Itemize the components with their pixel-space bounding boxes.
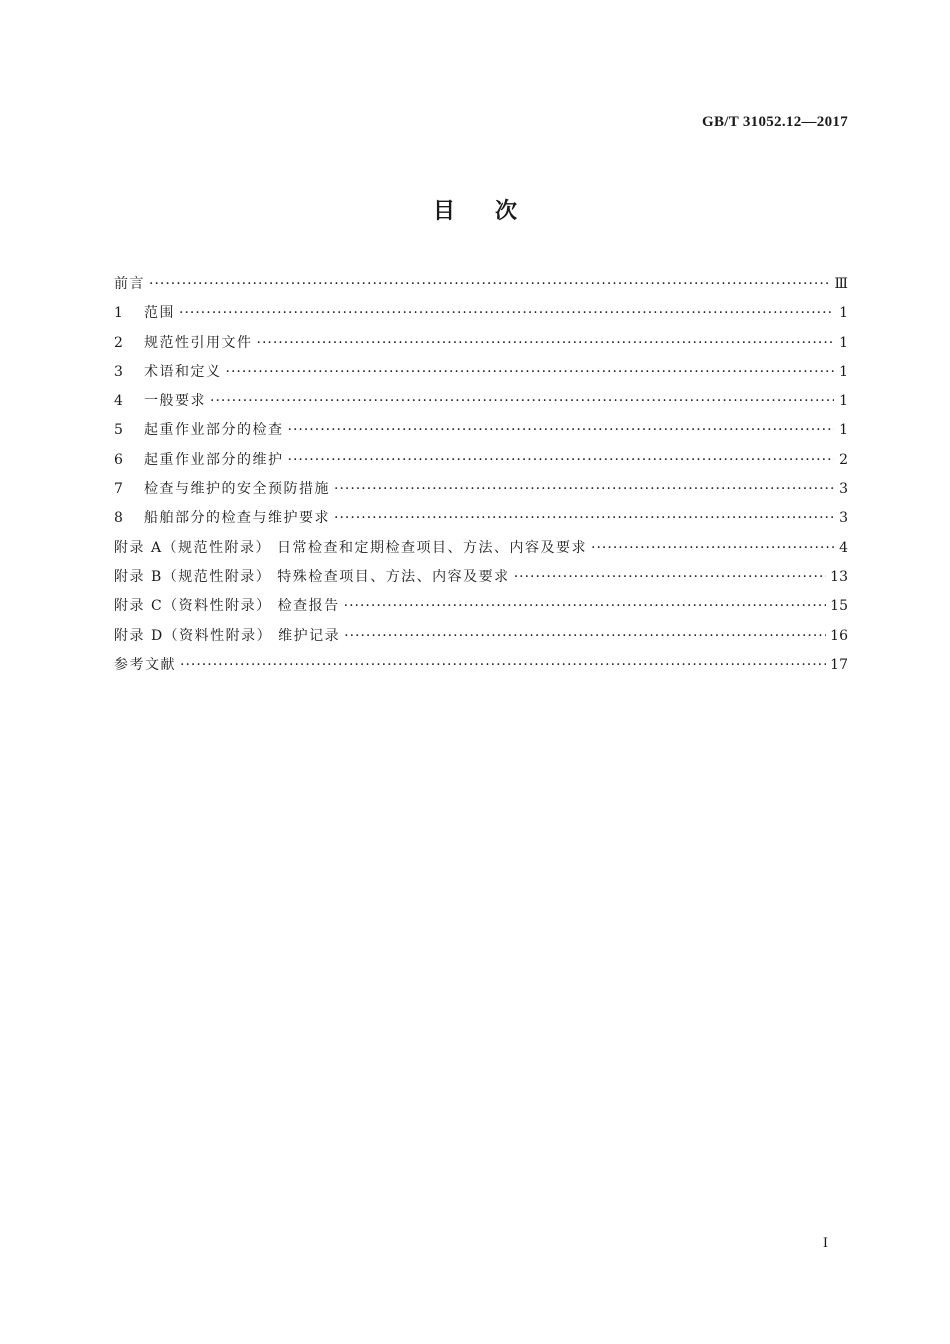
toc-dot-leader	[179, 299, 834, 328]
toc-entry-page: 15	[830, 598, 848, 615]
toc-entry-number: 5	[114, 422, 123, 439]
toc-dot-leader	[180, 651, 826, 680]
toc-entry-label: 附录 A（规范性附录） 日常检查和定期检查项目、方法、内容及要求	[114, 539, 588, 556]
toc-entry-number: 7	[114, 481, 123, 498]
toc-entry-page: 1	[839, 334, 848, 351]
toc-entry-label: 附录 D（资料性附录） 维护记录	[114, 627, 341, 644]
standard-number: GB/T 31052.12—2017	[702, 114, 848, 130]
toc-entry-label: 船舶部分的检查与维护要求	[144, 510, 330, 527]
page-title: 目次	[432, 199, 557, 224]
toc-entry-label: 附录 B（规范性附录） 特殊检查项目、方法、内容及要求	[114, 568, 510, 585]
toc-dot-leader	[514, 563, 826, 592]
toc-entry-page: 1	[839, 422, 848, 439]
toc-entry-appendix-d[interactable]	[114, 622, 848, 651]
toc-entry-page: 1	[839, 393, 848, 410]
toc-dot-leader	[334, 475, 834, 504]
toc-entry-appendix-a[interactable]	[114, 534, 848, 563]
toc-entry-number: 3	[114, 363, 123, 380]
toc-dot-leader	[344, 622, 826, 651]
toc-entry-2[interactable]	[114, 329, 848, 358]
toc-entry-page: 3	[839, 481, 848, 498]
toc-entry-6[interactable]	[114, 446, 848, 475]
toc-entry-page: 17	[830, 656, 848, 673]
toc-entry-page: 16	[830, 627, 848, 644]
toc-entry-bibliography[interactable]	[114, 651, 848, 680]
toc-entry-foreword[interactable]	[114, 270, 848, 299]
toc-entry-8[interactable]	[114, 504, 848, 533]
toc-dot-leader	[210, 387, 834, 416]
toc-entry-label: 规范性引用文件	[144, 334, 253, 351]
toc-entry-1[interactable]	[114, 299, 848, 328]
toc-entry-label: 检查与维护的安全预防措施	[144, 481, 330, 498]
toc-entry-page: 4	[839, 539, 848, 556]
page-number: I	[822, 1236, 828, 1251]
toc-entry-number: 8	[114, 510, 123, 527]
table-of-contents	[114, 270, 848, 680]
toc-entry-page: 3	[839, 510, 848, 527]
toc-dot-leader	[257, 329, 835, 358]
toc-entry-label: 起重作业部分的维护	[144, 451, 284, 468]
toc-entry-label: 一般要求	[144, 393, 206, 410]
toc-entry-number: 1	[114, 305, 123, 322]
toc-dot-leader	[334, 504, 834, 533]
toc-entry-number: 4	[114, 393, 123, 410]
toc-entry-page: 1	[839, 363, 848, 380]
toc-entry-page: 1	[839, 305, 848, 322]
toc-entry-appendix-c[interactable]	[114, 592, 848, 621]
toc-dot-leader	[288, 446, 835, 475]
toc-entry-5[interactable]	[114, 416, 848, 445]
toc-dot-leader	[344, 592, 827, 621]
toc-entry-number: 2	[114, 334, 123, 351]
toc-entry-label: 前言	[114, 276, 145, 292]
toc-dot-leader	[149, 270, 830, 299]
toc-entry-label: 参考文献	[114, 656, 176, 673]
toc-entry-label: 范围	[144, 305, 175, 322]
toc-entry-number: 6	[114, 451, 123, 468]
toc-entry-4[interactable]	[114, 387, 848, 416]
toc-entry-label: 附录 C（资料性附录） 检查报告	[114, 598, 340, 615]
toc-entry-page: 13	[830, 568, 848, 585]
toc-entry-page: Ⅲ	[834, 276, 848, 292]
toc-dot-leader	[288, 416, 835, 445]
toc-entry-page: 2	[839, 451, 848, 468]
toc-entry-label: 术语和定义	[144, 363, 222, 380]
toc-entry-3[interactable]	[114, 358, 848, 387]
toc-dot-leader	[226, 358, 835, 387]
toc-entry-label: 起重作业部分的检查	[144, 422, 284, 439]
toc-entry-appendix-b[interactable]	[114, 563, 848, 592]
toc-dot-leader	[591, 534, 834, 563]
toc-entry-7[interactable]	[114, 475, 848, 504]
